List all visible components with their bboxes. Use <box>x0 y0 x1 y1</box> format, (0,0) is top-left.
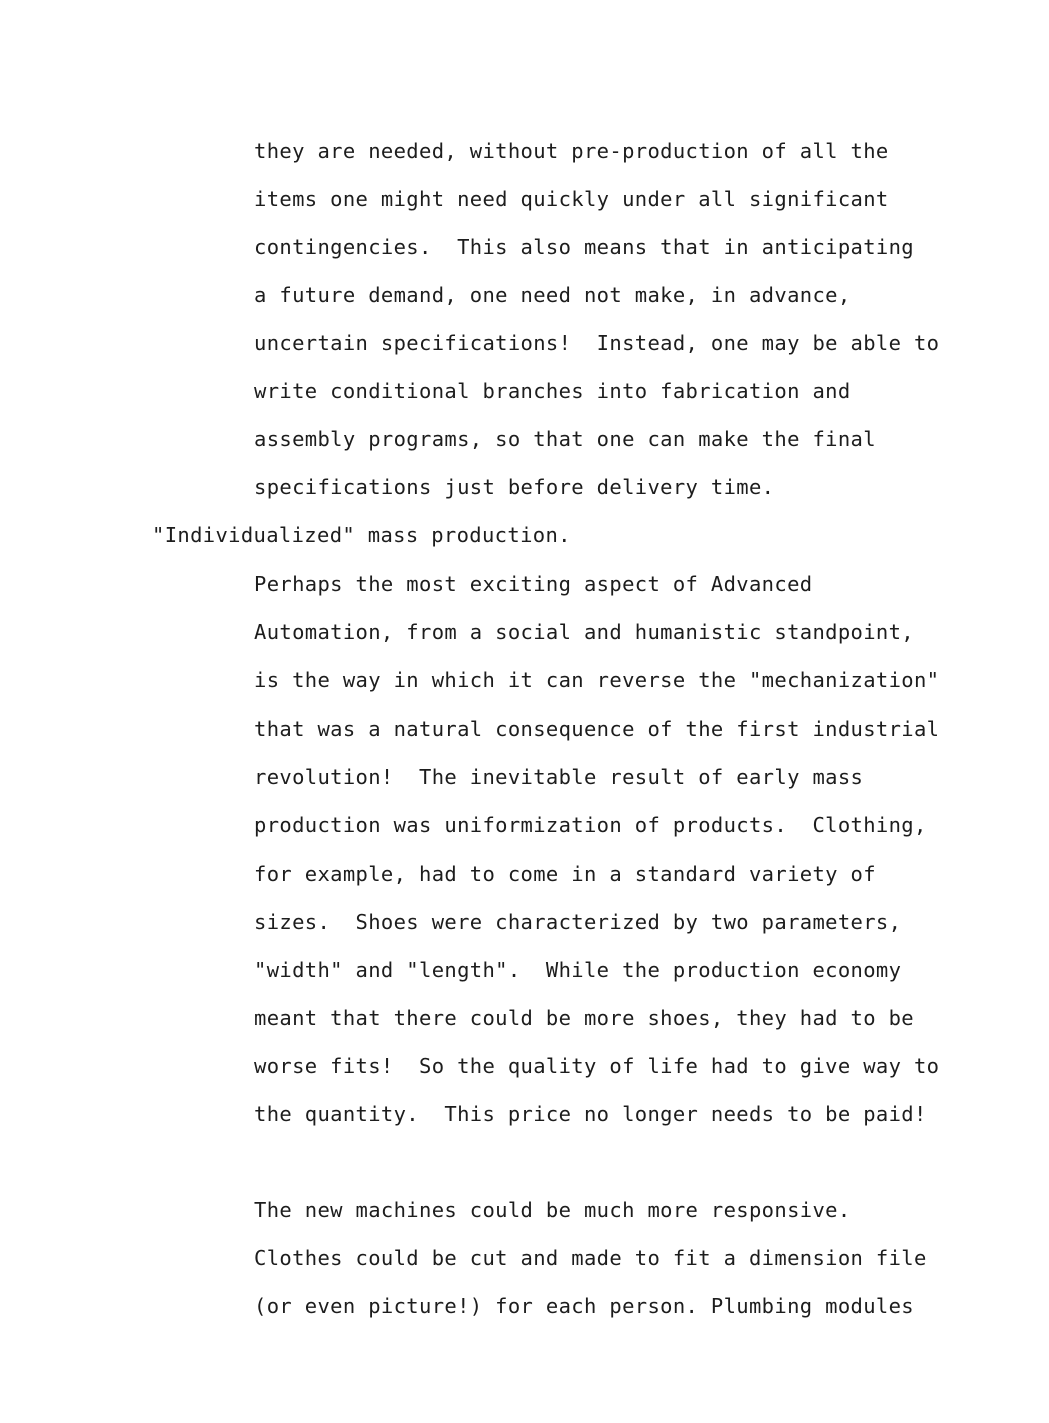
paragraph-1-line: they are needed, without pre-production of all the <box>254 139 889 163</box>
paragraph-2-line: "width" and "length". While the production economy <box>254 958 902 982</box>
paragraph-2-line: sizes. Shoes were characterized by two parameters, <box>254 910 902 934</box>
paragraph-3-line: (or even picture!) for each person. Plumbing modules <box>254 1294 914 1318</box>
paragraph-1-line: a future demand, one need not make, in advance, <box>254 283 851 307</box>
paragraph-1-line: write conditional branches into fabrication and <box>254 379 851 403</box>
paragraph-2-line: Perhaps the most exciting aspect of Advanced <box>254 572 813 596</box>
paragraph-2-line: worse fits! So the quality of life had to give way to <box>254 1054 940 1078</box>
paragraph-2-line: Automation, from a social and humanistic standpoint, <box>254 620 914 644</box>
paragraph-1-line: assembly programs, so that one can make the final <box>254 427 876 451</box>
section-heading: "Individualized" mass production. <box>152 523 571 547</box>
paragraph-2-line: production was uniformization of products. Clothing, <box>254 813 927 837</box>
paragraph-1-line: specifications just before delivery time. <box>254 475 775 499</box>
paragraph-1-line: items one might need quickly under all significant <box>254 187 889 211</box>
paragraph-2-line: that was a natural consequence of the first industrial <box>254 717 940 741</box>
paragraph-3-line: Clothes could be cut and made to fit a dimension file <box>254 1246 927 1270</box>
paragraph-2-line: is the way in which it can reverse the "mechanization" <box>254 668 940 692</box>
paragraph-2-line: the quantity. This price no longer needs to be paid! <box>254 1102 927 1126</box>
paragraph-2-line: revolution! The inevitable result of early mass <box>254 765 864 789</box>
paragraph-2-line: meant that there could be more shoes, they had to be <box>254 1006 914 1030</box>
paragraph-1-line: uncertain specifications! Instead, one may be able to <box>254 331 940 355</box>
paragraph-1-line: contingencies. This also means that in anticipating <box>254 235 914 259</box>
paragraph-2-line: for example, had to come in a standard variety of <box>254 862 876 886</box>
paragraph-3-line: The new machines could be much more responsive. <box>254 1198 851 1222</box>
